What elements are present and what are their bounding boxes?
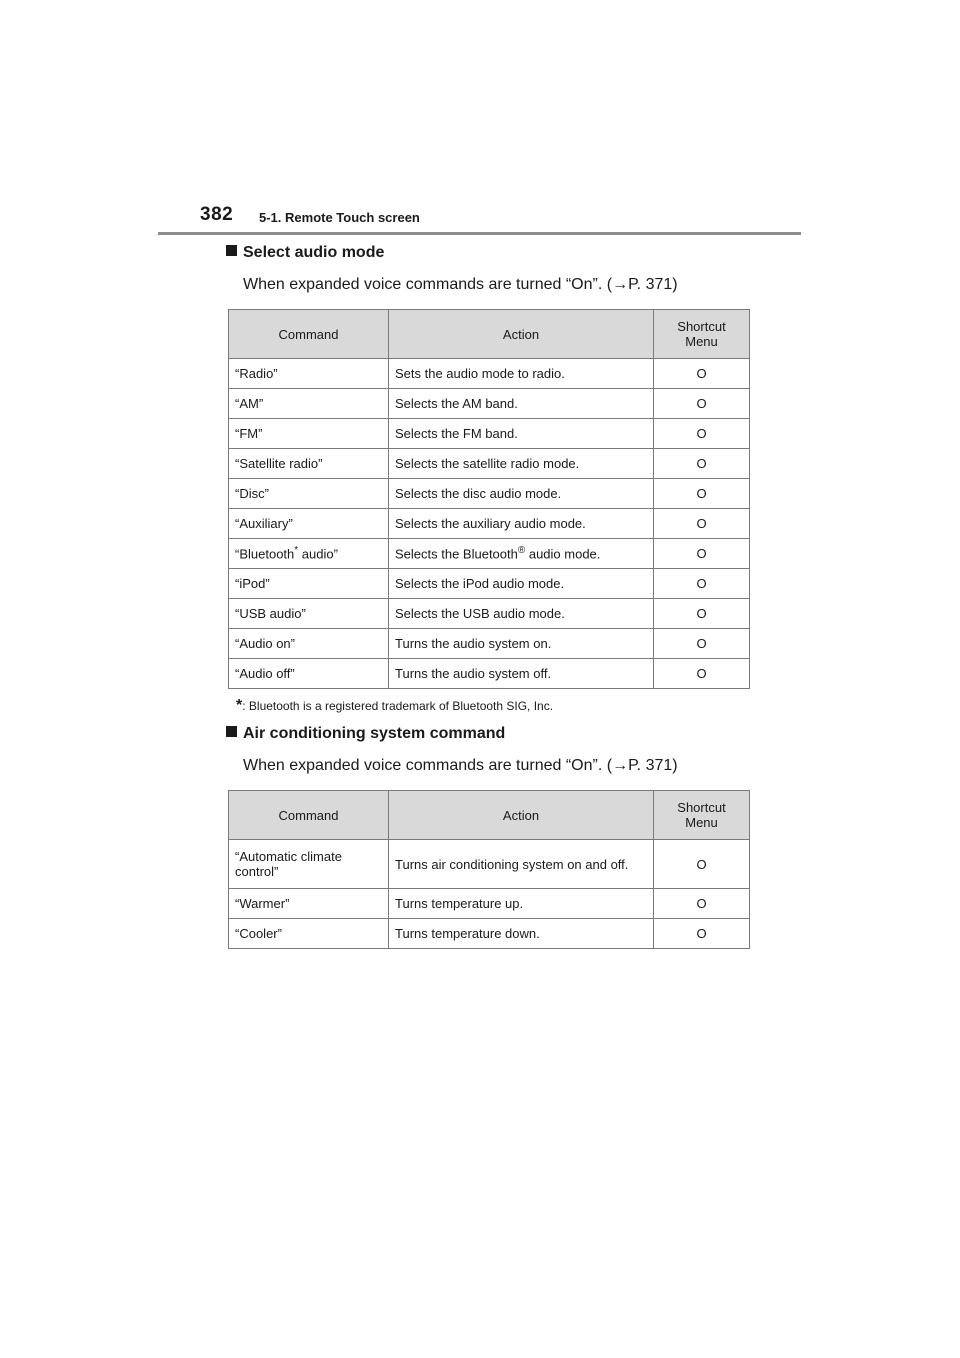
square-bullet-icon [226,726,237,737]
table-row: “USB audio” Selects the USB audio mode. O [229,599,750,629]
asterisk-footnote-mark: * [294,545,299,557]
column-header-shortcut: Shortcut Menu [654,310,750,359]
climate-command-table [228,790,750,949]
table-row: “Auxiliary” Selects the auxiliary audio mode. O [229,509,750,539]
section-title: 5-1. Remote Touch screen [259,210,420,225]
climate-heading: Air conditioning system command [226,725,505,743]
table-row: “Warmer” Turns temperature up. O [229,889,750,919]
table-row: “Disc” Selects the disc audio mode. O [229,479,750,509]
column-header-command: Command [229,310,389,359]
table-row: “Satellite radio” Selects the satellite radio mode. O [229,449,750,479]
table-row: “Radio” Sets the audio mode to radio. O [229,359,750,389]
table-header-row [229,310,750,359]
bluetooth-action-cell: Selects the Bluetooth® audio mode. [389,539,654,569]
square-bullet-icon [226,245,237,256]
table-row: “Automatic climate control” Turns air conditioning system on and off. O [229,840,750,889]
table-header-row [229,791,750,840]
table-row: “Audio on” Turns the audio system on. O [229,629,750,659]
audio-command-table [228,309,750,689]
table-row: “iPod” Selects the iPod audio mode. O [229,569,750,599]
registered-mark: ® [517,545,526,557]
column-header-command: Command [229,791,389,840]
climate-note: When expanded voice commands are turned “On”. (→P. 371) [243,757,678,774]
footnote: *: Bluetooth is a registered trademark of Bluetooth SIG, Inc. [236,697,554,714]
bluetooth-command-cell: “Bluetooth* audio” [229,539,389,569]
audio-note: When expanded voice commands are turned “On”. (→P. 371) [243,276,678,293]
table-row: “Audio off” Turns the audio system off. O [229,659,750,689]
table-row: “Cooler” Turns temperature down. O [229,919,750,949]
table-row: “FM” Selects the FM band. O [229,419,750,449]
column-header-shortcut: Shortcut Menu [654,791,750,840]
page-header [200,204,801,234]
asterisk-icon: * [236,697,243,714]
table-row: “AM” Selects the AM band. O [229,389,750,419]
table-row: “Bluetooth* audio” Selects the Bluetooth® audio mode. O [229,539,750,569]
column-header-action: Action [389,310,654,359]
column-header-action: Action [389,791,654,840]
header-rule [158,232,801,235]
page-number: 382 [200,204,234,225]
audio-heading: Select audio mode [226,244,384,262]
